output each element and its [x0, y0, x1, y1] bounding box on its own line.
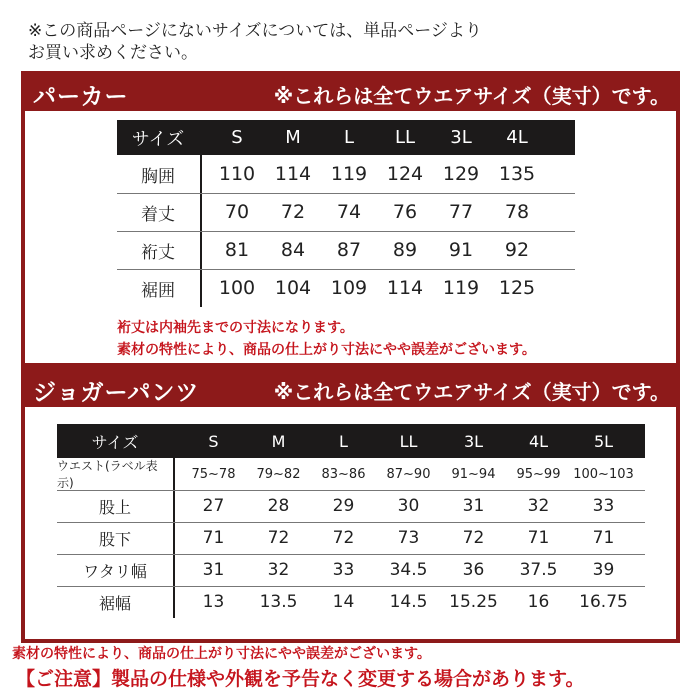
jogger-cell: 72 [267, 528, 290, 548]
hoodie-header-col: L [343, 127, 355, 148]
hoodie-header-size: サイズ [131, 128, 185, 150]
jogger-row-label: ウエスト(ラベル表示) [57, 459, 158, 490]
jogger-cell: 72 [462, 528, 485, 548]
hoodie-note-sleeve: 裄丈は内袖先までの寸法になります。 [117, 320, 354, 336]
jogger-cell: 14 [332, 592, 355, 612]
jogger-cell: 71 [202, 528, 225, 548]
jogger-cell: 32 [267, 560, 290, 580]
jogger-cell: 36 [462, 560, 485, 580]
hoodie-cell: 114 [386, 277, 424, 299]
jogger-header-col: 4L [528, 431, 549, 451]
hoodie-subtitle: ※これらは全てウエアサイズ（実寸）です。 [273, 84, 670, 108]
jogger-cell: 16 [527, 592, 550, 612]
caution-note: 【ご注意】製品の仕様や外観を予告なく変更する場合があります。 [16, 668, 585, 690]
top-note: ※この商品ページにないサイズについては、単品ページより お買い求めください。 [28, 21, 482, 63]
jogger-cell: 33 [592, 496, 615, 516]
hoodie-cell: 135 [498, 163, 536, 185]
jogger-cell: 83~86 [321, 466, 366, 482]
jogger-size-table [25, 371, 676, 639]
hoodie-cell: 104 [274, 277, 312, 299]
hoodie-cell: 109 [330, 277, 368, 299]
hoodie-header-col: 3L [450, 127, 472, 148]
jogger-cell: 13 [202, 592, 225, 612]
hoodie-cell: 70 [224, 201, 250, 223]
hoodie-cell: 119 [442, 277, 480, 299]
bottom-tolerance-note: 素材の特性により、商品の仕上がり寸法にやや誤差がございます。 [12, 646, 431, 662]
jogger-cell: 33 [332, 560, 355, 580]
hoodie-cell: 74 [336, 201, 362, 223]
hoodie-size-panel [21, 71, 680, 367]
hoodie-cell: 100 [218, 277, 256, 299]
jogger-cell: 71 [527, 528, 550, 548]
jogger-header-col: LL [399, 431, 418, 451]
hoodie-header-col: 4L [506, 127, 528, 148]
jogger-size-panel [21, 367, 680, 643]
jogger-cell: 14.5 [389, 592, 428, 612]
hoodie-cell: 84 [280, 239, 306, 261]
jogger-cell: 73 [397, 528, 420, 548]
hoodie-header-col: M [285, 127, 301, 148]
jogger-cell: 32 [527, 496, 550, 516]
hoodie-cell: 78 [504, 201, 530, 223]
jogger-cell: 31 [462, 496, 485, 516]
hoodie-row-label: 胸囲 [141, 166, 175, 187]
hoodie-cell: 76 [392, 201, 418, 223]
jogger-cell: 30 [397, 496, 420, 516]
jogger-divider [173, 424, 175, 618]
jogger-cell: 87~90 [386, 466, 431, 482]
hoodie-row-label: 裄丈 [141, 242, 175, 263]
jogger-cell: 34.5 [389, 560, 428, 580]
hoodie-cell: 87 [336, 239, 362, 261]
jogger-cell: 39 [592, 560, 615, 580]
jogger-cell: 37.5 [519, 560, 558, 580]
jogger-header-col: 3L [463, 431, 484, 451]
hoodie-cell: 114 [274, 163, 312, 185]
hoodie-row-label: 着丈 [141, 204, 175, 225]
hoodie-cell: 92 [504, 239, 530, 261]
jogger-header-col: M [271, 431, 286, 451]
jogger-cell: 79~82 [256, 466, 301, 482]
hoodie-cell: 110 [218, 163, 256, 185]
jogger-header-size: サイズ [91, 432, 139, 452]
jogger-cell: 31 [202, 560, 225, 580]
jogger-cell: 71 [592, 528, 615, 548]
hoodie-cell: 129 [442, 163, 480, 185]
hoodie-cell: 72 [280, 201, 306, 223]
hoodie-cell: 124 [386, 163, 424, 185]
hoodie-header-col: LL [394, 127, 416, 148]
hoodie-note-tolerance: 素材の特性により、商品の仕上がり寸法にやや誤差がございます。 [117, 342, 536, 358]
jogger-cell: 100~103 [573, 466, 634, 482]
jogger-cell: 75~78 [191, 466, 236, 482]
hoodie-cell: 89 [392, 239, 418, 261]
jogger-row-label: 股下 [98, 529, 131, 549]
jogger-row-label: ワタリ幅 [83, 561, 147, 581]
jogger-cell: 15.25 [449, 592, 498, 612]
jogger-cell: 91~94 [451, 466, 496, 482]
jogger-cell: 95~99 [516, 466, 561, 482]
hoodie-divider [200, 120, 202, 307]
jogger-title: ジョガーパンツ [33, 380, 200, 406]
hoodie-row-label: 裾囲 [141, 280, 175, 301]
jogger-header-col: L [339, 431, 348, 451]
hoodie-title: パーカー [33, 84, 129, 110]
jogger-cell: 28 [267, 496, 290, 516]
jogger-subtitle: ※これらは全てウエアサイズ（実寸）です。 [273, 380, 670, 404]
jogger-cell: 16.75 [579, 592, 628, 612]
hoodie-cell: 119 [330, 163, 368, 185]
jogger-row-label: 裾幅 [98, 593, 131, 613]
jogger-cell: 13.5 [259, 592, 298, 612]
hoodie-cell: 91 [448, 239, 474, 261]
hoodie-notes [117, 317, 536, 361]
jogger-cell: 29 [332, 496, 355, 516]
jogger-row-label: 股上 [98, 497, 131, 517]
hoodie-cell: 77 [448, 201, 474, 223]
hoodie-cell: 125 [498, 277, 536, 299]
hoodie-cell: 81 [224, 239, 250, 261]
jogger-cell: 27 [202, 496, 225, 516]
jogger-header-col: 5L [593, 431, 614, 451]
jogger-header-col: S [208, 431, 219, 451]
jogger-cell: 72 [332, 528, 355, 548]
hoodie-header-col: S [231, 127, 243, 148]
